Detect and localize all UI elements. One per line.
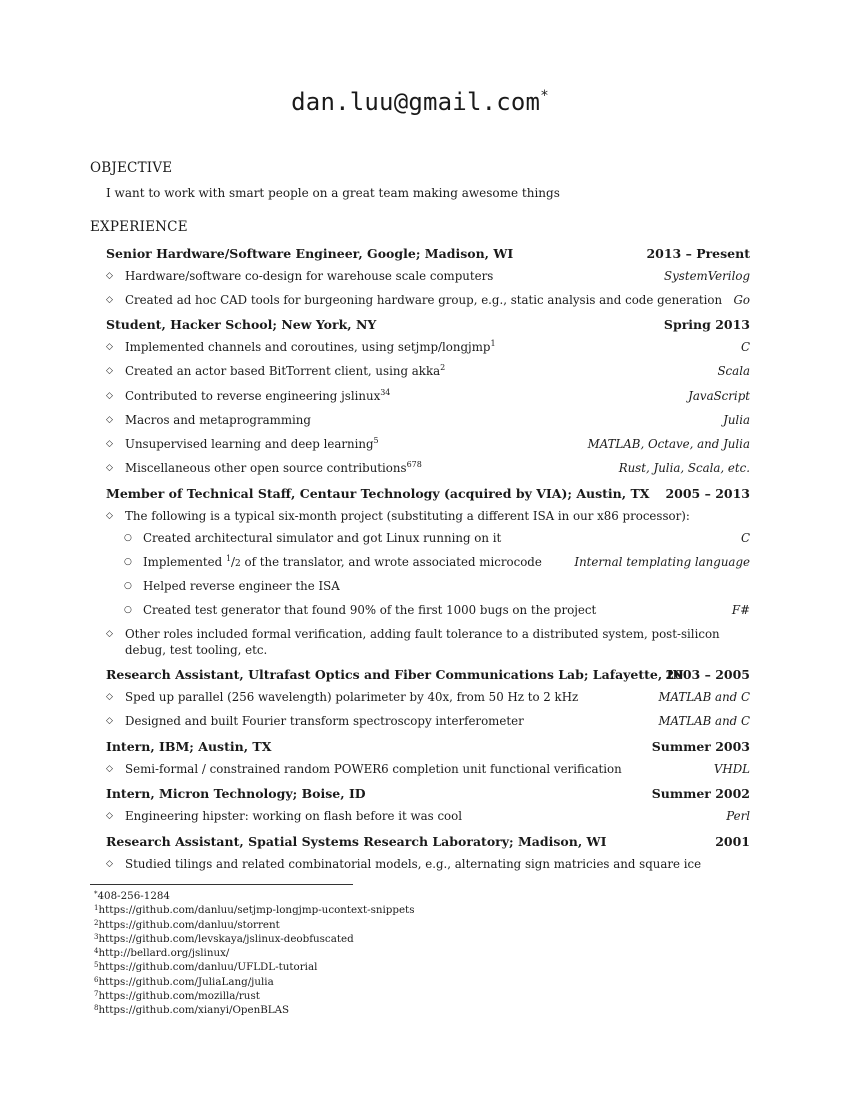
- bullet-tech: F#: [731, 603, 750, 617]
- footnote-ref[interactable]: 2: [440, 363, 446, 372]
- resume-page: [90, 0, 750, 1100]
- circle-bullet-icon: ○: [124, 605, 132, 615]
- objective-text: I want to work with smart people on a great team making awesome things: [106, 186, 560, 200]
- bullet-text: Contributed to reverse engineering jslinux: [125, 389, 381, 403]
- bullet-tech: VHDL: [713, 762, 750, 776]
- footnote: [94, 1003, 414, 1017]
- diamond-bullet-icon: ◇: [106, 271, 113, 281]
- diamond-bullet-icon: ◇: [106, 463, 113, 473]
- bullet-tech: Rust, Julia, Scala, etc.: [618, 461, 750, 475]
- bullet-text: Helped reverse engineer the ISA: [143, 579, 340, 593]
- footnotes: [94, 889, 414, 1018]
- bullet-tech: C: [740, 340, 750, 354]
- diamond-bullet-icon: ◇: [106, 391, 113, 401]
- job-centaur: [106, 486, 750, 502]
- circle-bullet-icon: ○: [124, 557, 132, 567]
- footnote-mark: 1: [94, 904, 99, 913]
- list-item: [106, 713, 750, 729]
- footnote-phone: 408-256-1284: [97, 890, 170, 902]
- footnote-link[interactable]: https://github.com/JuliaLang/julia: [98, 975, 274, 988]
- list-item: [106, 508, 750, 524]
- bullet-tech: C: [740, 531, 750, 545]
- list-item: [106, 268, 750, 284]
- list-item: [106, 339, 750, 355]
- bullet-text: Created an actor based BitTorrent client, using akka: [125, 364, 441, 378]
- footnote-mark: 8: [94, 1004, 99, 1013]
- list-item: [106, 436, 750, 452]
- experience-heading: EXPERIENCE: [90, 219, 188, 235]
- footnote: [94, 889, 414, 903]
- job-date: Spring 2013: [663, 317, 750, 332]
- footnote-mark: 6: [94, 975, 99, 984]
- bullet-tech: MATLAB and C: [658, 690, 750, 704]
- job-micron: [106, 786, 750, 802]
- footnote: [94, 903, 414, 917]
- bullet-tech: SystemVerilog: [664, 269, 750, 283]
- list-item: [106, 626, 750, 658]
- footnote: [94, 975, 414, 989]
- job-google: [106, 246, 750, 262]
- bullet-text: Designed and built Fourier transform spectroscopy interferometer: [125, 714, 524, 728]
- job-title: Member of Technical Staff, Centaur Technology (acquired by VIA); Austin, TX: [106, 486, 650, 501]
- footnote-link[interactable]: http://bellard.org/jslinux/: [98, 947, 230, 960]
- bullet-text: Hardware/software co-design for warehouse scale computers: [125, 269, 494, 283]
- job-title: Senior Hardware/Software Engineer, Google; Madison, WI: [106, 246, 514, 261]
- bullet-text-pre: Implemented: [143, 555, 223, 569]
- circle-bullet-icon: ○: [124, 581, 132, 591]
- bullet-text: Created test generator that found 90% of the first 1000 bugs on the project: [143, 603, 597, 617]
- bullet-text: Semi-formal / constrained random POWER6 completion unit functional verification: [125, 762, 622, 776]
- footnote-ref[interactable]: 5: [373, 436, 379, 445]
- bullet-text: Miscellaneous other open source contributions: [125, 461, 407, 475]
- footnote: [94, 946, 414, 960]
- job-date: Summer 2003: [651, 739, 750, 754]
- footnote-mark: 7: [94, 990, 99, 999]
- list-item: [106, 856, 750, 872]
- bullet-text: Other roles included formal verification, adding fault tolerance to a distributed system, post-silicon debug, test tooling, etc.: [125, 627, 720, 657]
- bullet-text-post: of the translator, and wrote associated microcode: [244, 555, 542, 569]
- fraction-slash: /: [231, 555, 236, 569]
- footnote-link[interactable]: https://github.com/danluu/storrent: [98, 918, 280, 931]
- footnote-mark: 3: [94, 932, 99, 941]
- job-title: Student, Hacker School; New York, NY: [106, 317, 377, 332]
- footnote: [94, 960, 414, 974]
- footnote: [94, 989, 414, 1003]
- footnote: [94, 918, 414, 932]
- circle-bullet-icon: ○: [124, 533, 132, 543]
- footnote-mark: 5: [94, 961, 99, 970]
- footnote-ref[interactable]: 1: [490, 339, 496, 348]
- list-item: [106, 412, 750, 428]
- job-date: 2013 – Present: [646, 246, 750, 261]
- bullet-tech: Perl: [726, 809, 750, 823]
- list-item: [106, 689, 750, 705]
- sub-list-item: [124, 602, 750, 618]
- bullet-text: Sped up parallel (256 wavelength) polarimeter by 40x, from 50 Hz to 2 kHz: [125, 690, 579, 704]
- footnote-link[interactable]: https://github.com/danluu/UFLDL-tutorial: [98, 961, 318, 974]
- footnote-mark: 4: [94, 947, 99, 956]
- email-title: [90, 88, 750, 116]
- bullet-text: Created architectural simulator and got Linux running on it: [143, 531, 502, 545]
- diamond-bullet-icon: ◇: [106, 439, 113, 449]
- diamond-bullet-icon: ◇: [106, 764, 113, 774]
- bullet-text: The following is a typical six-month project (substituting a different ISA in our x86 processor):: [125, 509, 690, 523]
- list-item: [106, 388, 750, 404]
- diamond-bullet-icon: ◇: [106, 859, 113, 869]
- diamond-bullet-icon: ◇: [106, 716, 113, 726]
- diamond-bullet-icon: ◇: [106, 415, 113, 425]
- job-date: 2005 – 2013: [665, 486, 750, 501]
- job-hacker-school: [106, 317, 750, 333]
- sub-list-item: [124, 578, 750, 594]
- job-title: Research Assistant, Spatial Systems Research Laboratory; Madison, WI: [106, 834, 607, 849]
- diamond-bullet-icon: ◇: [106, 366, 113, 376]
- footnote-mark: 2: [94, 918, 99, 927]
- sub-list-item: [124, 554, 750, 572]
- list-item: [106, 363, 750, 379]
- bullet-tech: MATLAB, Octave, and Julia: [587, 437, 750, 451]
- list-item: [106, 460, 750, 476]
- job-title: Research Assistant, Ultrafast Optics and Fiber Communications Lab; Lafayette, IN: [106, 667, 684, 682]
- job-date: 2003 – 2005: [665, 667, 750, 682]
- footnote-link[interactable]: https://github.com/levskaya/jslinux-deobfuscated: [98, 932, 354, 945]
- footnote: [94, 932, 414, 946]
- job-date: Summer 2002: [651, 786, 750, 801]
- footnote-link[interactable]: https://github.com/danluu/setjmp-longjmp-ucontext-snippets: [98, 904, 415, 917]
- sub-list-item: [124, 530, 750, 546]
- footnote-link[interactable]: https://github.com/mozilla/rust: [98, 990, 260, 1003]
- fraction-denominator: 2: [235, 559, 241, 569]
- job-ibm: [106, 739, 750, 755]
- job-spatial-systems: [106, 834, 750, 850]
- fraction: [226, 555, 241, 569]
- list-item: [106, 808, 750, 824]
- bullet-tech: JavaScript: [688, 389, 750, 403]
- job-title: Intern, Micron Technology; Boise, ID: [106, 786, 366, 801]
- bullet-tech: Julia: [723, 413, 750, 427]
- footnote-ref[interactable]: 678: [406, 460, 422, 469]
- list-item: [106, 761, 750, 777]
- list-item: [106, 292, 750, 308]
- diamond-bullet-icon: ◇: [106, 692, 113, 702]
- diamond-bullet-icon: ◇: [106, 811, 113, 821]
- fraction-numerator: 1: [225, 554, 232, 563]
- diamond-bullet-icon: ◇: [106, 295, 113, 305]
- job-title: Intern, IBM; Austin, TX: [106, 739, 272, 754]
- bullet-tech: Internal templating language: [574, 555, 750, 569]
- footnote-link[interactable]: https://github.com/xianyi/OpenBLAS: [98, 1004, 290, 1017]
- bullet-tech: Scala: [717, 364, 750, 378]
- bullet-tech: Go: [733, 293, 750, 307]
- diamond-bullet-icon: ◇: [106, 511, 113, 521]
- bullet-text: Engineering hipster: working on flash before it was cool: [125, 809, 463, 823]
- bullet-tech: MATLAB and C: [658, 714, 750, 728]
- footnote-mark: *: [94, 890, 98, 898]
- job-ultrafast-optics: [106, 667, 750, 683]
- diamond-bullet-icon: ◇: [106, 342, 113, 352]
- bullet-text: Macros and metaprogramming: [125, 413, 311, 427]
- email-address[interactable]: dan.luu@gmail.com: [291, 88, 541, 116]
- email-footnote-mark: *: [540, 88, 549, 104]
- job-date: 2001: [715, 834, 750, 849]
- footnote-divider: [90, 884, 353, 885]
- diamond-bullet-icon: ◇: [106, 629, 113, 639]
- footnote-ref[interactable]: 34: [380, 388, 391, 397]
- bullet-text: Unsupervised learning and deep learning: [125, 437, 374, 451]
- bullet-text: Implemented channels and coroutines, using setjmp/longjmp: [125, 340, 491, 354]
- objective-heading: OBJECTIVE: [90, 160, 173, 176]
- bullet-text: Created ad hoc CAD tools for burgeoning hardware group, e.g., static analysis and code generation: [125, 293, 723, 307]
- bullet-text: Studied tilings and related combinatorial models, e.g., alternating sign matricies and square ice: [125, 857, 702, 871]
